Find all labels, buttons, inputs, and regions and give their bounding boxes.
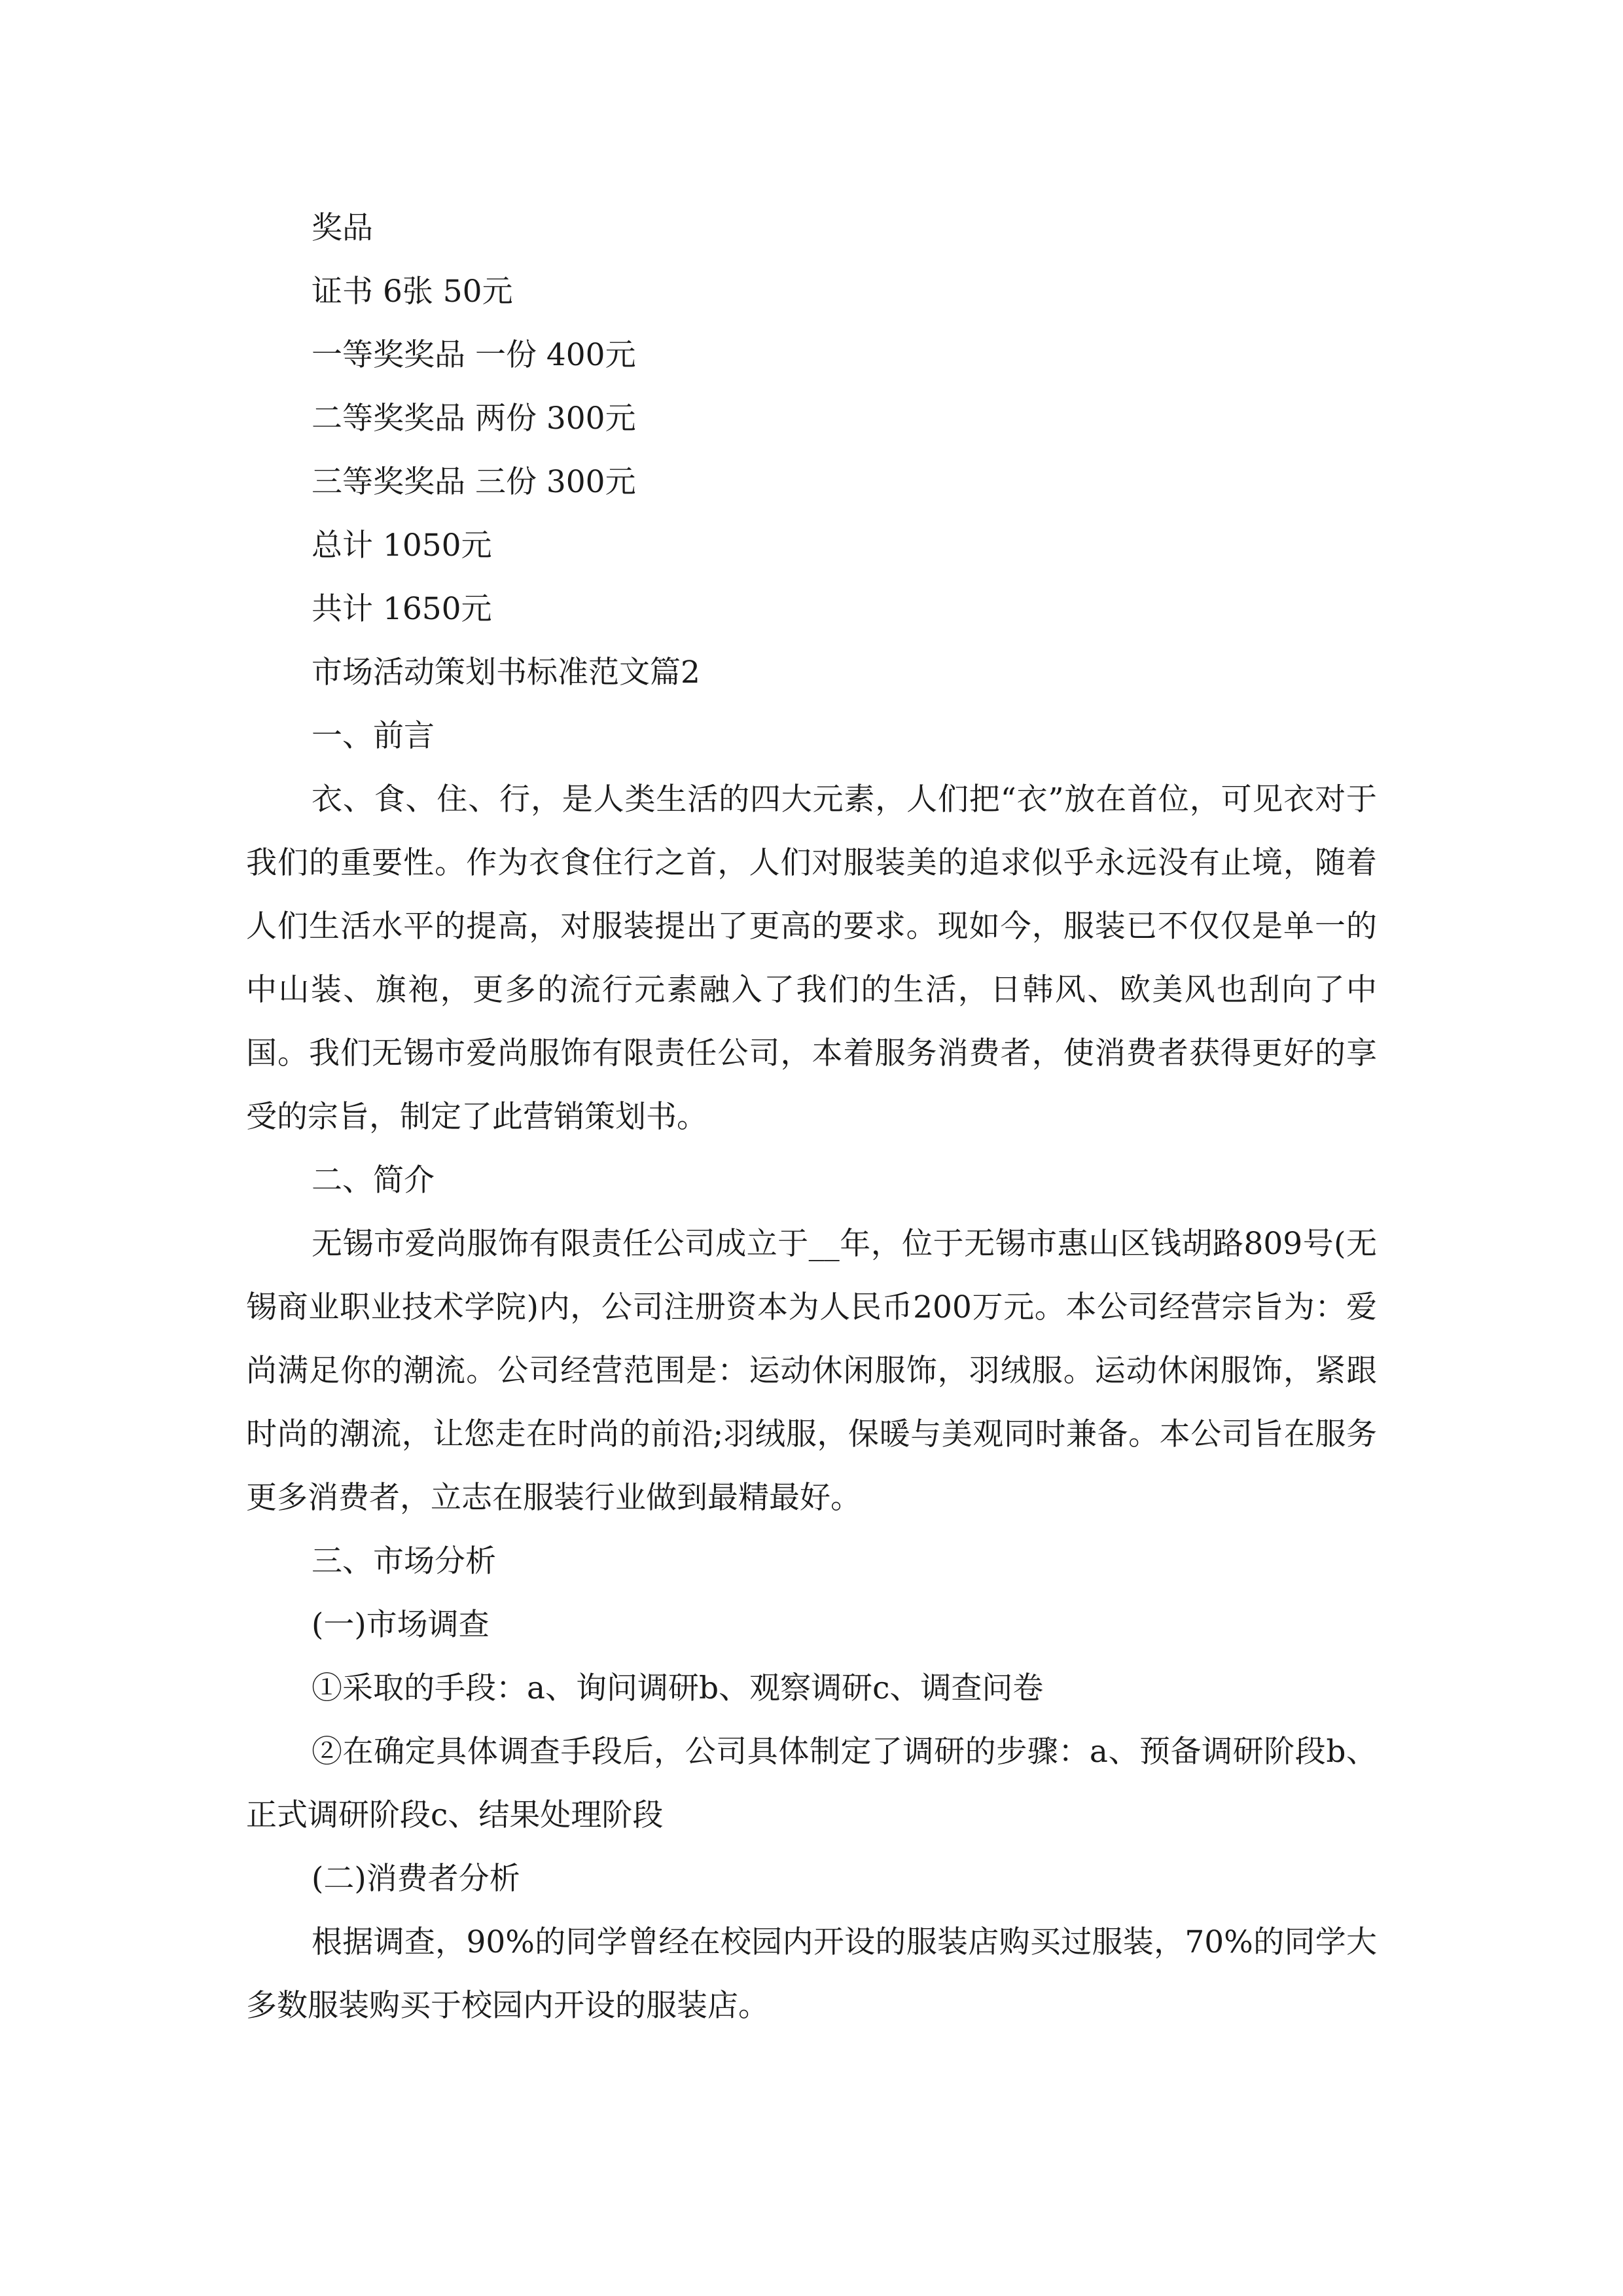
prize-heading: 奖品	[312, 210, 373, 246]
preface-paragraph: 衣、食、住、行，是人类生活的四大元素，人们把“衣”放在首位，可见衣对于我们的重要性。作为衣食住行之首，人们对服装美的追求似乎永远没有止境，随着人们生活水平的提高，对服装提出了更高的要求。现如今，服装已不仅仅是单一的中山装、旗袍，更多的流行元素融入了我们的生活，日韩风、欧美风也刮向了中国。我们无锡市爱尚服饰有限责任公司，本着服务消费者，使消费者获得更好的享受的宗旨，制定了此营销策划书。	[246, 781, 1377, 1135]
survey-methods-item: ①采取的手段：a、询问调研b、观察调研c、调查问卷	[312, 1670, 1044, 1706]
prize-total: 共计 1650元	[312, 591, 492, 627]
section-heading-intro: 二、简介	[312, 1162, 435, 1198]
prize-item: 二等奖奖品 两份 300元	[312, 401, 636, 437]
subsection-heading-market-survey: (一)市场调查	[312, 1607, 490, 1643]
survey-steps-item: ②在确定具体调查手段后，公司具体制定了调研的步骤：a、预备调研阶段b、正式调研阶段c、结果处理阶段	[246, 1734, 1377, 1833]
prize-item: 证书 6张 50元	[312, 274, 513, 310]
article-title: 市场活动策划书标准范文篇2	[312, 655, 700, 691]
intro-paragraph: 无锡市爱尚服饰有限责任公司成立于__年，位于无锡市惠山区钱胡路809号(无锡商业职业技术学院)内，公司注册资本为人民币200万元。本公司经营宗旨为：爱尚满足你的潮流。公司经营范围是：运动休闲服饰，羽绒服。运动休闲服饰，紧跟时尚的潮流，让您走在时尚的前沿;羽绒服，保暖与美观同时兼备。本公司旨在服务更多消费者，立志在服装行业做到最精最好。	[246, 1226, 1377, 1516]
prize-item: 一等奖奖品 一份 400元	[312, 337, 636, 373]
section-heading-preface: 一、前言	[312, 718, 435, 754]
document-body	[246, 196, 1377, 2037]
section-heading-market-analysis: 三、市场分析	[312, 1543, 496, 1579]
prize-item: 三等奖奖品 三份 300元	[312, 464, 636, 500]
subsection-heading-consumer-analysis: (二)消费者分析	[312, 1861, 520, 1897]
consumer-analysis-paragraph: 根据调查，90%的同学曾经在校园内开设的服装店购买过服装，70%的同学大多数服装购买于校园内开设的服装店。	[246, 1924, 1377, 2024]
prize-subtotal: 总计 1050元	[312, 528, 492, 564]
